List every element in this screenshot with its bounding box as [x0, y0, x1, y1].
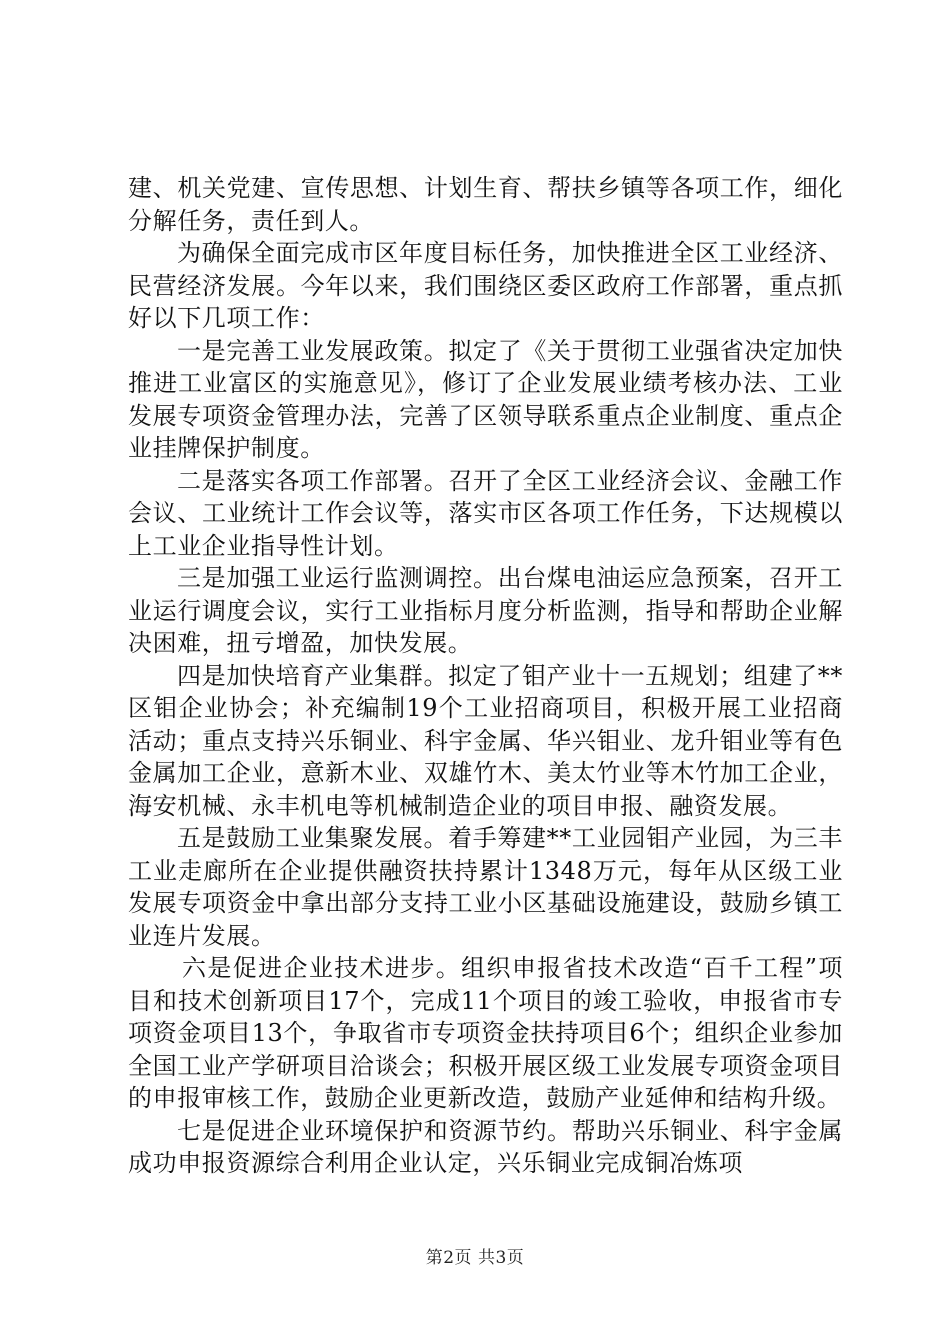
paragraph-item-2: 二是落实各项工作部署。召开了全区工业经济会议、金融工作会议、工业统计工作会议等，落实市区各项工作任务，下达规模以上工业企业指导性计划。: [128, 466, 843, 560]
paragraph-intro: 为确保全面完成市区年度目标任务，加快推进全区工业经济、民营经济发展。今年以来，我们围绕区委区政府工作部署，重点抓好以下几项工作：: [128, 239, 843, 332]
page-footer: 第2页 共3页: [425, 1248, 525, 1268]
paragraph-item-1: 一是完善工业发展政策。拟定了《关于贯彻工业强省决定加快推进工业富区的实施意见》，修订了企业发展业绩考核办法、工业发展专项资金管理办法，完善了区领导联系重点企业制度、重点企业挂牌保护制度。: [128, 336, 843, 462]
paragraph-item-5: 五是鼓励工业集聚发展。着手筹建**工业园钼产业园，为三丰工业走廊所在企业提供融资扶持累计1348万元，每年从区级工业发展专项资金中拿出部分支持工业小区基础设施建设，鼓励乡镇工业连片发展。: [128, 824, 843, 950]
paragraph-item-3: 三是加强工业运行监测调控。出台煤电油运应急预案，召开工业运行调度会议，实行工业指标月度分析监测，指导和帮助企业解决困难，扭亏增盈，加快发展。: [128, 564, 843, 657]
paragraph-item-7: 七是促进企业环境保护和资源节约。帮助兴乐铜业、科宇金属成功申报资源综合利用企业认定，兴乐铜业完成铜冶炼项: [128, 1116, 843, 1177]
paragraph-item-6: 六是促进企业技术进步。组织申报省技术改造“百千工程”项目和技术创新项目17个，完成11个项目的竣工验收，申报省市专项资金项目13个，争取省市专项资金扶持项目6个；组织企业参加全国工业产学研项目洽谈会；积极开展区级工业发展专项资金项目的申报审核工作，鼓励企业更新改造，鼓励产业延伸和结构升级。: [128, 954, 843, 1112]
paragraph-item-4: 四是加快培育产业集群。拟定了钼产业十一五规划；组建了**区钼企业协会；补充编制19个工业招商项目，积极开展工业招商活动；重点支持兴乐铜业、科宇金属、华兴钼业、龙升钼业等有色金属加工企业，意新木业、双雄竹木、美太竹业等木竹加工企业，海安机械、永丰机电等机械制造企业的项目申报、融资发展。: [128, 661, 843, 820]
paragraph-continuation: 建、机关党建、宣传思想、计划生育、帮扶乡镇等各项工作，细化分解任务，责任到人。: [128, 174, 843, 235]
document-body: [128, 172, 843, 1180]
